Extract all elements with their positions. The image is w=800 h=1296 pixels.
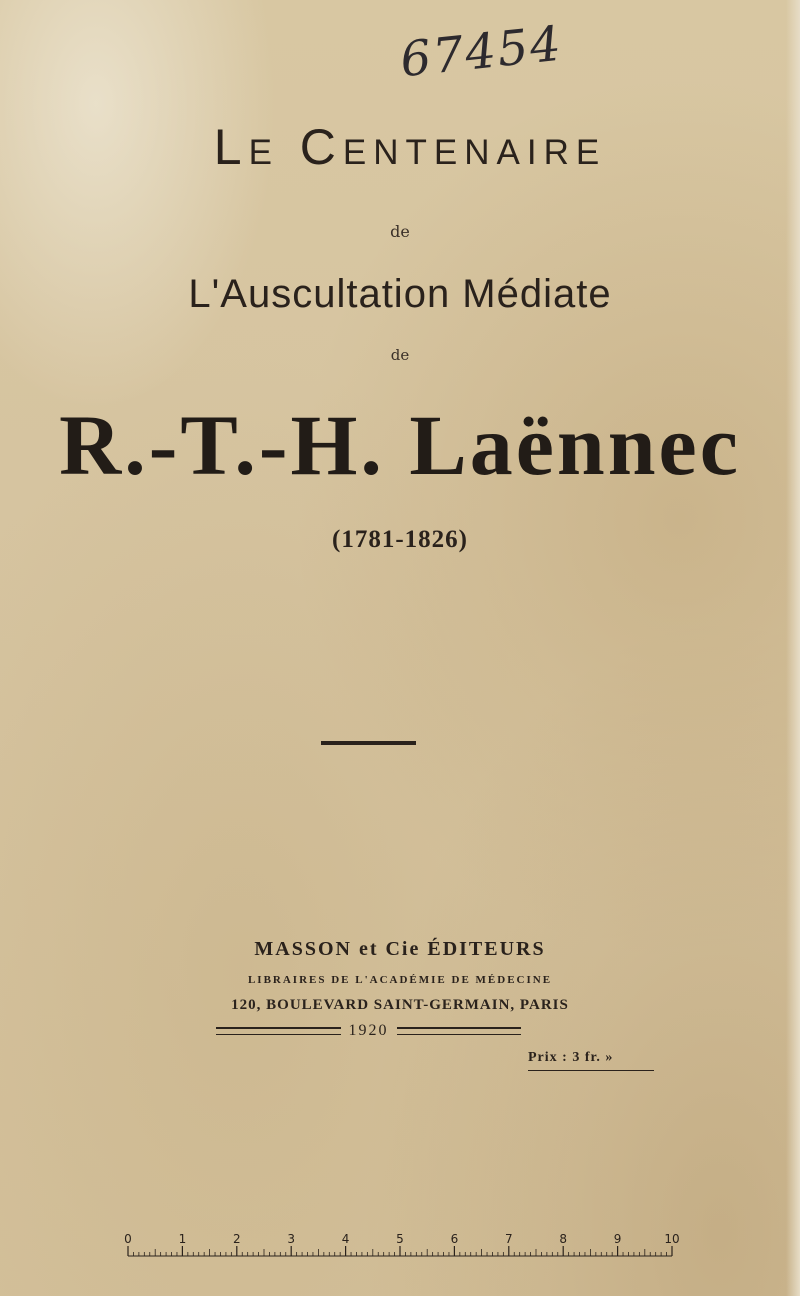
ruler-label: 6 [450, 1232, 459, 1246]
publication-year: 1920 [348, 1022, 389, 1039]
ruler-label: 10 [664, 1232, 680, 1246]
ruler-label: 9 [613, 1232, 622, 1246]
publisher-affiliation: LIBRAIRES DE L'ACADÉMIE DE MÉDECINE [247, 974, 553, 986]
publisher-name: MASSON et Cie ÉDITEURS [254, 938, 546, 960]
ruler-label: 5 [396, 1232, 404, 1246]
connector-de-1: de [390, 222, 410, 241]
ruler-label: 0 [124, 1232, 132, 1246]
title: Le Centenaire [213, 119, 607, 175]
ruler-label: 3 [287, 1232, 296, 1246]
year-row [216, 1020, 521, 1042]
ruler-label: 8 [559, 1232, 568, 1246]
ruler-label: 2 [232, 1232, 241, 1246]
author-name: R.-T.-H. Laënnec [59, 397, 741, 493]
ruler-label: 4 [341, 1232, 350, 1246]
page-edge [786, 0, 800, 1296]
ruler-label: 7 [504, 1232, 513, 1246]
life-dates: (1781-1826) [332, 526, 468, 553]
scale-ruler [120, 1232, 680, 1262]
ruler-label: 1 [178, 1232, 187, 1246]
subtitle: L'Auscultation Médiate [188, 272, 612, 316]
publisher-address: 120, BOULEVARD SAINT-GERMAIN, PARIS [231, 997, 569, 1013]
year-ornament-right [397, 1027, 522, 1035]
connector-de-2: de [390, 346, 410, 364]
handwritten-number: 67454 [397, 15, 566, 89]
divider-rule [321, 741, 416, 745]
year-ornament-left [216, 1027, 341, 1035]
price: Prix : 3 fr. » [528, 1050, 654, 1071]
